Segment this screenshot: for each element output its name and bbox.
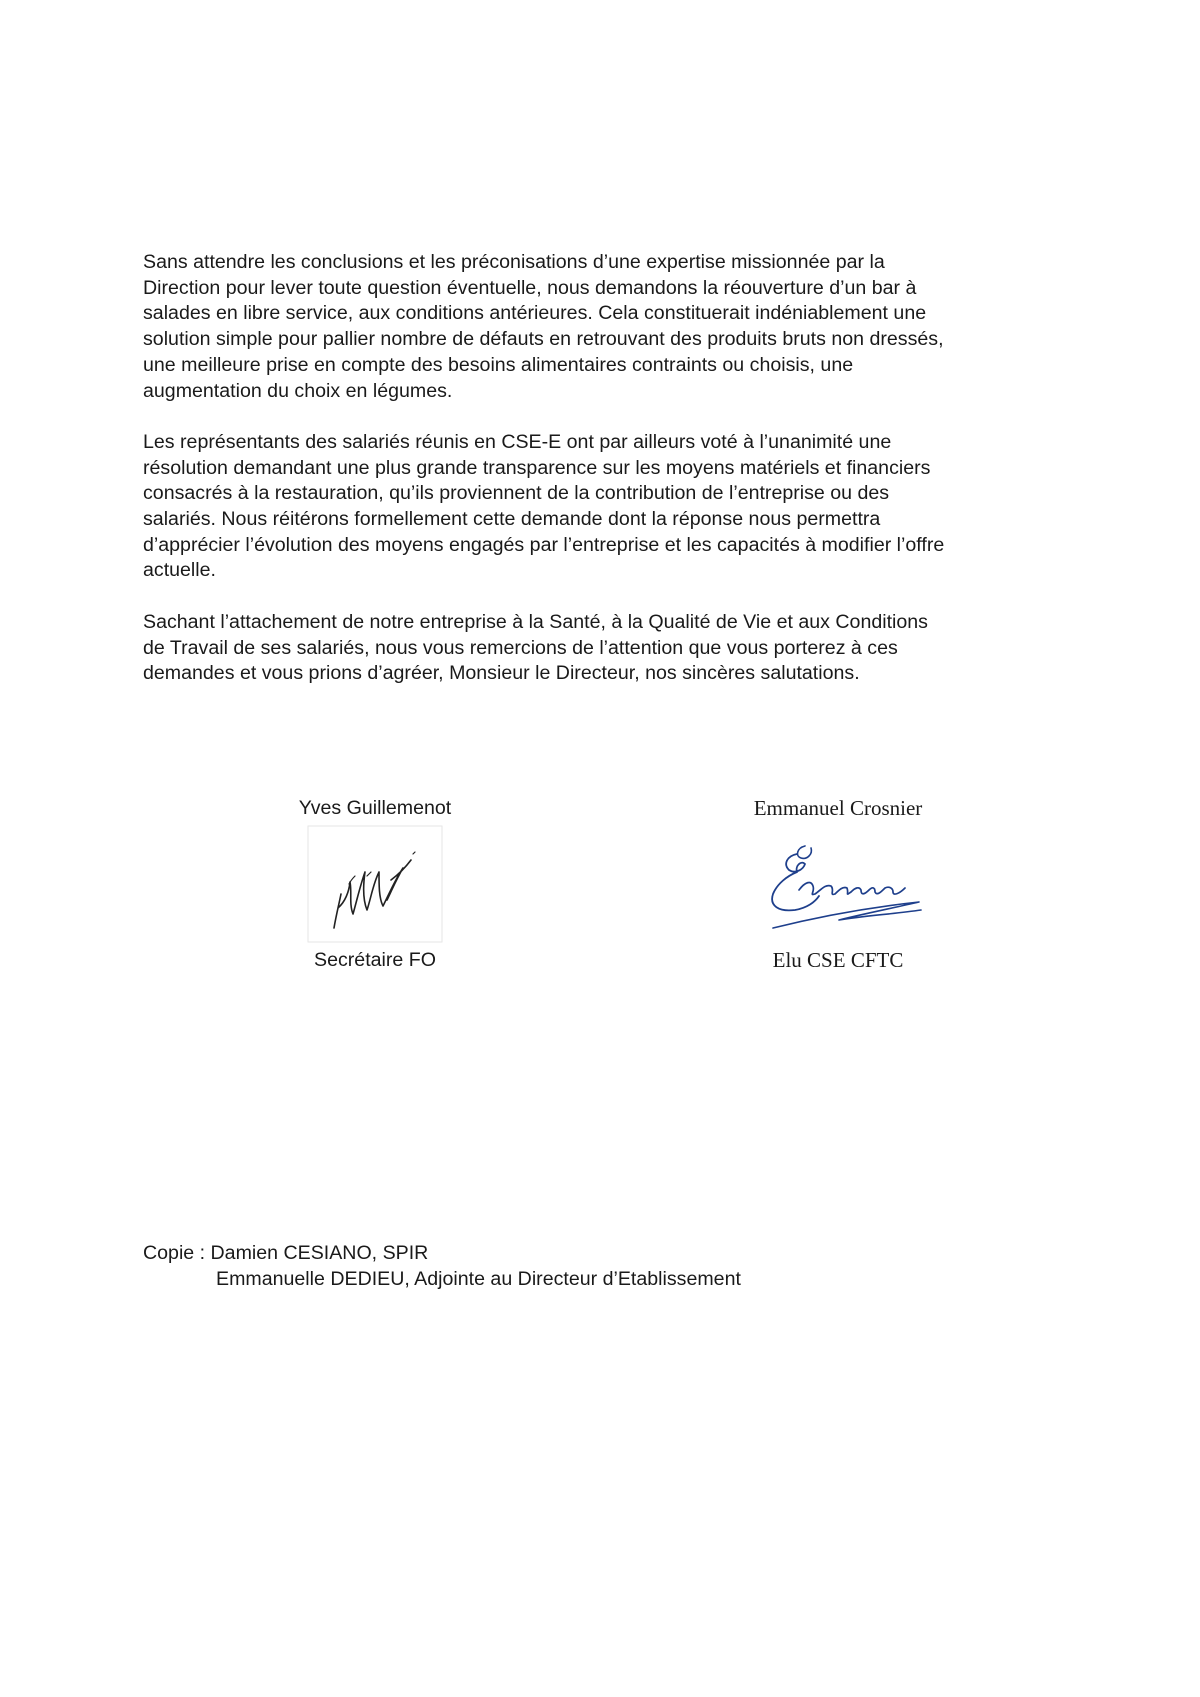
copy-recipient: Emmanuelle DEDIEU, Adjointe au Directeur d’Etablissement	[216, 1267, 741, 1290]
copy-label: Copie :	[143, 1242, 211, 1264]
text-line: Direction pour lever toute question éventuelle, nous demandons la réouverture d’un bar à	[143, 276, 917, 299]
signatory-name: Emmanuel Crosnier	[753, 796, 923, 820]
text-line: actuelle.	[143, 559, 216, 582]
signatory-name: Yves Guillemenot	[298, 797, 452, 819]
copy-recipient: Damien CESIANO, SPIR	[210, 1242, 429, 1264]
handwritten-signature-right	[743, 824, 933, 944]
signatory-role: Elu CSE CFTC	[772, 948, 904, 972]
handwritten-signature-left	[305, 824, 445, 944]
signature-block-left	[250, 796, 500, 972]
text-line: salades en libre service, aux conditions antérieures. Cela constituerait indéniablement une	[143, 302, 927, 325]
text-line: augmentation du choix en légumes.	[143, 379, 453, 402]
signatory-role: Secrétaire FO	[314, 949, 436, 971]
text-line: Les représentants des salariés réunis en CSE-E ont par ailleurs voté à l’unanimité une	[143, 430, 892, 453]
text-line: Sachant l’attachement de notre entreprise à la Santé, à la Qualité de Vie et aux Conditions	[143, 610, 928, 633]
text-line: de Travail de ses salariés, nous vous remercions de l’attention que vous porterez à ces	[143, 636, 898, 659]
copy-recipients	[143, 1241, 741, 1292]
letter-body	[143, 250, 1063, 713]
text-line: résolution demandant une plus grande transparence sur les moyens matériels et financiers	[143, 456, 931, 479]
text-line: Sans attendre les conclusions et les préconisations d’une expertise missionnée par la	[143, 251, 885, 273]
copy-row-first	[143, 1241, 741, 1267]
text-line: solution simple pour pallier nombre de défauts en retrouvant des produits bruts non dressés,	[143, 328, 944, 351]
text-line: demandes et vous prions d’agréer, Monsieur le Directeur, nos sincères salutations.	[143, 662, 860, 685]
text-line: une meilleure prise en compte des besoins alimentaires contraints ou choisis, une	[143, 353, 854, 376]
paragraph-closing	[143, 610, 1063, 687]
paragraph-salad-bar	[143, 250, 1063, 404]
paragraph-transparency	[143, 430, 1063, 584]
text-line: d’apprécier l’évolution des moyens engagés par l’entreprise et les capacités à modifier l’offre	[143, 533, 945, 556]
copy-row-second	[143, 1267, 741, 1293]
text-line: salariés. Nous réitérons formellement cette demande dont la réponse nous permettra	[143, 508, 881, 531]
signature-block-right	[698, 796, 978, 972]
text-line: consacrés à la restauration, qu’ils proviennent de la contribution de l’entreprise ou des	[143, 482, 890, 505]
